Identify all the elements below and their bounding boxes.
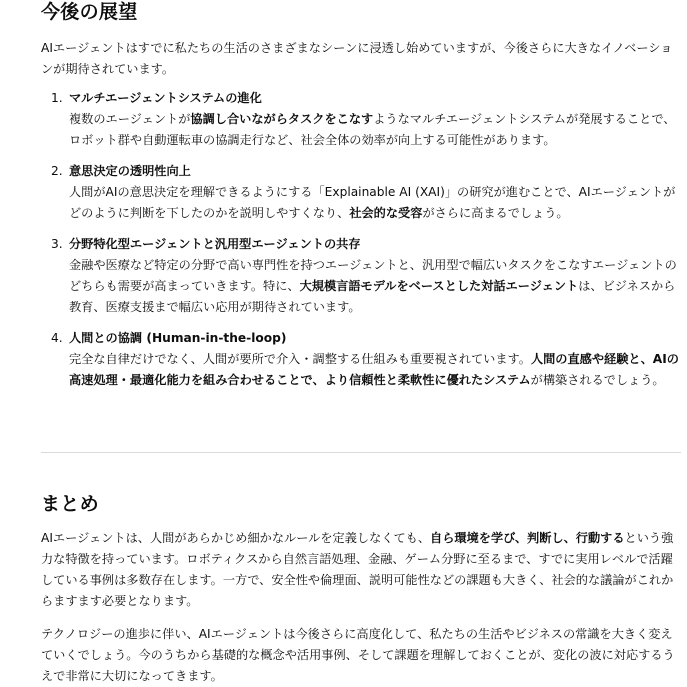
list-number: 1. (51, 91, 63, 105)
body-text: 人間がAIの意思決定を理解できるようにする「Explainable AI (XAI)」の研究が進むことで、AIエージェントがどのように判断を下したのかを説明しやすくなり、 (69, 185, 676, 220)
list-item-body (69, 109, 681, 151)
summary-paragraph-1 (41, 528, 681, 612)
body-bold: 人間の直感や経験と、AIの高速処理・最適化能力を組み合わせることで、より信頼性と柔軟性に優れたシステム (69, 352, 679, 387)
body-text: が構築されるでしょう。 (530, 373, 665, 387)
list-item (41, 234, 681, 328)
list-item-body (69, 182, 681, 224)
section-divider (41, 452, 681, 453)
list-item (41, 161, 681, 234)
body-text: という強力な特徴を持っています。ロボティクスから自然言語処理、金融、ゲーム分野に至るまで、すでに実用レベルで活躍している事例は多数存在します。一方で、安全性や倫理面、説明可能性などの課題も大きく、社会的な議論がこれからますます必要となります。 (41, 531, 674, 608)
list-item-title: マルチエージェントシステムの進化 (69, 91, 262, 105)
list-number: 4. (51, 331, 63, 345)
outlook-intro: AIエージェントはすでに私たちの生活のさまざまなシーンに浸透し始めていますが、今後さらに大きなイノベーションが期待されています。 (41, 41, 673, 76)
outlook-heading: 今後の展望 (41, 1, 138, 23)
body-text: ようなマルチエージェントシステムが発展することで、ロボット群や自動運転車の協調走行など、社会全体の効率が向上する可能性があります。 (69, 112, 676, 147)
summary-paragraph-2: テクノロジーの進歩に伴い、AIエージェントは今後さらに高度化して、私たちの生活やビジネスの常識を大きく変えていくでしょう。今のうちから基礎的な概念や活用事例、そして課題を理解しておくことが、変化の波に対応するうえで非常に大切になってきます。 (41, 627, 675, 683)
body-text: 完全な自律だけでなく、人間が要所で介入・調整する仕組みも重要視されています。 (69, 352, 531, 366)
body-bold: 社会的な受容 (349, 206, 423, 220)
list-item-title: 分野特化型エージェントと汎用型エージェントの共存 (69, 237, 361, 251)
outlook-list (41, 88, 681, 418)
list-item-body (69, 255, 681, 318)
list-number: 3. (51, 237, 63, 251)
list-item-body (69, 349, 681, 391)
list-item (41, 328, 681, 418)
body-text: は、ビジネスから教育、医療支援まで幅広い応用が期待されています。 (69, 279, 676, 314)
body-text: がさらに高まるでしょう。 (422, 206, 569, 220)
list-item-title: 人間との協調 (Human-in-the-loop) (69, 331, 287, 345)
body-text: 金融や医療など特定の分野で高い専門性を持つエージェントと、汎用型で幅広いタスクをこなすエージェントのどちらも需要が高まっていきます。特に、 (69, 258, 677, 293)
body-text: 複数のエージェントが (69, 112, 191, 126)
body-text: AIエージェントは、人間があらかじめ細かなルールを定義しなくても、 (41, 531, 431, 545)
list-item (41, 88, 681, 161)
body-bold: 協調し合いながらタスクをこなす (190, 112, 374, 126)
summary-heading: まとめ (41, 493, 99, 515)
body-bold: 自ら環境を学び、判断し、行動する (430, 531, 625, 545)
list-number: 2. (51, 164, 63, 178)
body-bold: 大規模言語モデルをベースとした対話エージェント (299, 279, 579, 293)
list-item-title: 意思決定の透明性向上 (69, 164, 191, 178)
